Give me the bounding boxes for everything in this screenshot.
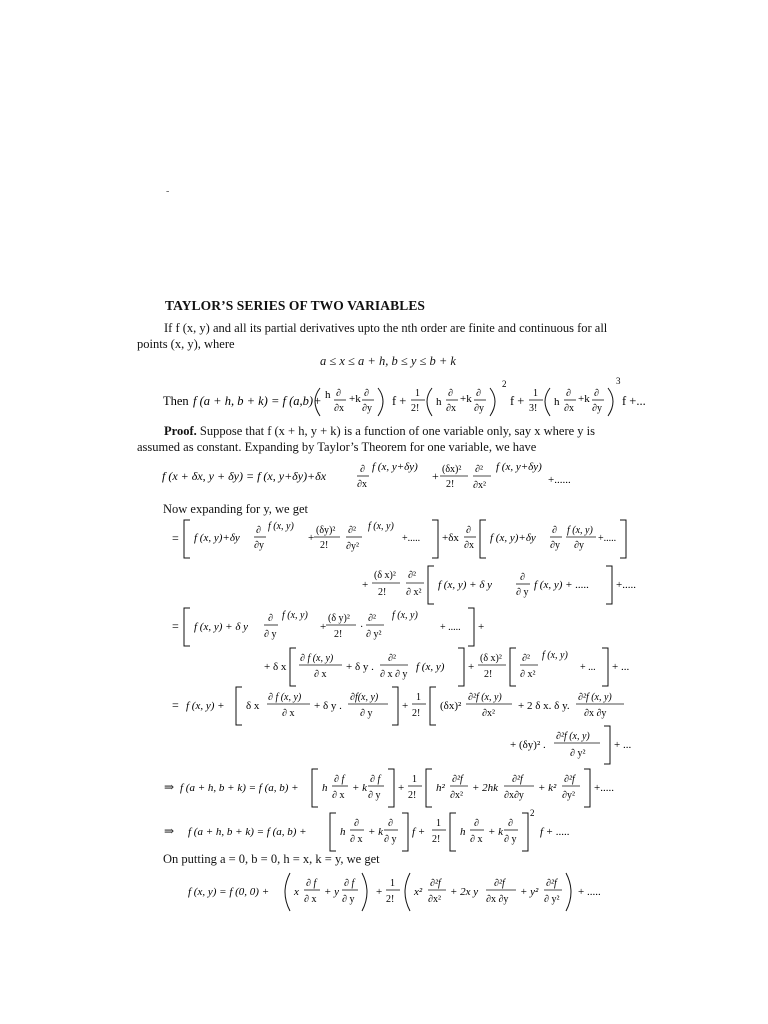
svg-text:f (x, y): f (x, y) [268,521,294,532]
svg-text:2!: 2! [446,479,455,490]
svg-text:2: 2 [502,379,507,389]
svg-text:⇒: ⇒ [164,824,175,838]
svg-text:+ y²: + y² [520,886,539,898]
svg-text:∂²f: ∂²f [452,774,463,785]
svg-text:2: 2 [530,808,535,818]
svg-text:2!: 2! [386,894,395,905]
svg-text:∂²f (x, y): ∂²f (x, y) [468,692,502,703]
svg-text:∂: ∂ [360,464,365,475]
svg-text:∂f(x, y): ∂f(x, y) [350,692,379,703]
svg-text:+......: +...... [548,474,571,486]
svg-text:1: 1 [436,818,441,829]
svg-text:f + .....: f + ..... [540,826,570,838]
now-expanding-line: Now expanding for y, we get [163,502,308,516]
svg-text:∂x: ∂x [446,403,456,414]
svg-text:2!: 2! [334,629,343,640]
svg-text:∂²: ∂² [368,613,376,624]
svg-text:(δx)²: (δx)² [442,464,462,475]
implication-line-1 [162,766,632,812]
svg-text:f (x, y+δy): f (x, y+δy) [372,461,418,473]
svg-text:f +: f + [392,394,407,408]
svg-text:∂²: ∂² [522,653,530,664]
svg-text:∂²f: ∂²f [494,878,505,889]
svg-text:∂ y²: ∂ y² [544,894,560,905]
svg-text:∂ y²: ∂ y² [366,629,382,640]
svg-text:f (x, y): f (x, y) [542,650,568,661]
svg-text:∂y: ∂y [550,540,560,551]
svg-text:∂ y: ∂ y [342,894,355,905]
svg-text:=: = [172,698,179,712]
svg-text:∂: ∂ [268,613,273,624]
svg-text:f (x, y) + .....: f (x, y) + ..... [534,579,590,591]
svg-text:∂ y²: ∂ y² [570,748,586,759]
svg-text:h: h [340,826,346,838]
svg-text:+: + [362,579,369,591]
svg-text:∂ f (x, y): ∂ f (x, y) [268,692,302,703]
svg-text:f (x, y)+δy: f (x, y)+δy [490,532,536,544]
svg-text:+k: +k [349,393,361,405]
svg-text:∂x²: ∂x² [450,790,463,801]
svg-text:f (a + h, b + k) = f (a, b) +: f (a + h, b + k) = f (a, b) + [180,782,299,794]
svg-text:+ (δy)² .: + (δy)² . [510,739,546,751]
svg-text:h: h [460,826,466,838]
svg-text:∂²f (x, y): ∂²f (x, y) [578,692,612,703]
on-putting-line: On putting a = 0, b = 0, h = x, k = y, we get [163,852,380,866]
then-label: Then [163,394,189,408]
svg-text:∂²: ∂² [408,570,416,581]
svg-text:f (x, y+δy): f (x, y+δy) [496,461,542,473]
taylor-statement-equation [160,374,646,426]
svg-text:∂ x: ∂ x [282,708,295,719]
svg-text:1: 1 [533,388,538,399]
svg-text:∂y: ∂y [362,403,372,414]
svg-text:+: + [468,661,475,673]
svg-text:x: x [294,886,299,898]
svg-text:∂ y: ∂ y [368,790,381,801]
svg-text:∂: ∂ [508,818,513,829]
svg-text:f (a + h, b + k) = f (a,b)+: f (a + h, b + k) = f (a,b)+ [193,394,322,408]
intro-paragraph [137,320,635,352]
svg-text:∂ y: ∂ y [516,587,529,598]
svg-text:+: + [402,700,409,712]
svg-text:∂y²: ∂y² [562,790,575,801]
svg-text:∂ x: ∂ x [304,894,317,905]
expansion-line-6 [508,724,638,770]
svg-text:+: + [398,782,405,794]
svg-text:∂y: ∂y [474,403,484,414]
svg-text:3!: 3! [529,403,538,414]
svg-text:∂ f (x, y): ∂ f (x, y) [300,653,334,664]
svg-text:+ δ y .: + δ y . [314,700,342,712]
svg-text:∂x: ∂x [334,403,344,414]
svg-text:∂x²: ∂x² [473,480,486,491]
svg-text:h: h [325,389,331,401]
svg-text:∂²f: ∂²f [512,774,523,785]
expansion-line-1 [170,514,640,562]
svg-text:+ k²: + k² [538,782,557,794]
svg-text:+.....: +..... [402,533,421,544]
svg-text:+ δ x: + δ x [264,661,287,673]
svg-text:+ y: + y [324,886,340,898]
svg-text:f (x, y): f (x, y) [368,521,394,532]
svg-text:∂y: ∂y [592,403,602,414]
svg-text:2!: 2! [411,403,420,414]
svg-text:∂x ∂y: ∂x ∂y [486,894,509,905]
svg-text:∂²: ∂² [348,525,356,536]
svg-text:f (x, y): f (x, y) [416,661,445,673]
svg-text:∂x∂y: ∂x∂y [504,790,524,801]
svg-text:∂: ∂ [474,818,479,829]
svg-text:δ x: δ x [246,700,260,712]
svg-text:f (x, y): f (x, y) [567,525,593,536]
svg-text:+.....: +..... [594,782,614,794]
svg-text:f (x, y): f (x, y) [392,610,418,621]
svg-text:∂ y: ∂ y [504,834,517,845]
svg-text:f (x, y): f (x, y) [282,610,308,621]
svg-text:f (x, y) = f (0, 0) +: f (x, y) = f (0, 0) + [188,886,270,898]
expansion-line-2 [360,562,640,608]
svg-text:+ 2 δ x. δ y.: + 2 δ x. δ y. [518,700,570,712]
svg-text:∂ f: ∂ f [306,878,317,889]
stray-mark: - [166,186,170,197]
svg-text:+: + [478,621,485,633]
svg-text:=: = [172,619,179,633]
svg-text:(δx)²: (δx)² [440,700,462,712]
svg-text:∂x: ∂x [357,479,367,490]
svg-text:1: 1 [390,878,395,889]
svg-text:+ 2x y: + 2x y [450,886,479,898]
svg-text:h: h [436,396,442,408]
svg-text:+ k: + k [488,826,504,838]
svg-text:+ .....: + ..... [578,886,601,898]
svg-text:+.....: +..... [598,533,617,544]
svg-text:1: 1 [412,774,417,785]
svg-text:1: 1 [415,388,420,399]
svg-text:+: + [376,886,383,898]
svg-text:∂ x: ∂ x [350,834,363,845]
svg-text:2!: 2! [378,587,387,598]
svg-text:∂y²: ∂y² [346,541,359,552]
svg-text:∂ f: ∂ f [370,774,381,785]
svg-text:+.....: +..... [616,579,636,591]
svg-text:+: + [320,621,327,633]
svg-text:f (x, y) + δ y: f (x, y) + δ y [438,579,493,591]
svg-text:·: · [360,622,364,633]
svg-text:+k: +k [578,393,590,405]
svg-text:∂: ∂ [552,525,557,536]
proof-paragraph [137,423,637,455]
svg-text:∂ x²: ∂ x² [520,669,536,680]
svg-text:∂²: ∂² [388,653,396,664]
svg-text:+ k: + k [352,782,368,794]
section-title: TAYLOR’S SERIES OF TWO VARIABLES [165,298,426,313]
svg-text:∂ f: ∂ f [334,774,345,785]
condition-line: a ≤ x ≤ a + h, b ≤ y ≤ b + k [320,354,456,368]
svg-text:∂: ∂ [566,388,571,399]
svg-text:h: h [322,782,328,794]
expansion-line-5 [170,683,630,729]
svg-text:f (x, y) +: f (x, y) + [186,700,225,712]
svg-text:∂ x²: ∂ x² [406,587,422,598]
svg-text:∂ y: ∂ y [360,708,373,719]
svg-text:2!: 2! [412,708,421,719]
svg-text:2!: 2! [432,834,441,845]
svg-text:1: 1 [416,692,421,703]
svg-text:+ 2hk: + 2hk [472,782,499,794]
svg-text:∂y: ∂y [254,540,264,551]
svg-text:∂²f: ∂²f [564,774,575,785]
svg-text:∂y: ∂y [574,540,584,551]
svg-text:∂: ∂ [594,388,599,399]
svg-text:∂ x: ∂ x [470,834,483,845]
svg-text:f (a + h, b + k) = f (a, b) +: f (a + h, b + k) = f (a, b) + [188,826,307,838]
svg-text:+ ...: + ... [612,661,630,673]
svg-text:∂ f: ∂ f [344,878,355,889]
svg-text:∂x²: ∂x² [482,708,495,719]
svg-text:∂²f (x, y): ∂²f (x, y) [556,731,590,742]
svg-text:+ δ y .: + δ y . [346,661,374,673]
svg-text:∂²f: ∂²f [546,878,557,889]
svg-text:∂ x ∂ y: ∂ x ∂ y [380,669,408,680]
svg-text:x²: x² [414,886,423,898]
svg-text:2!: 2! [320,540,329,551]
svg-text:∂x: ∂x [464,540,474,551]
svg-text:(δ x)²: (δ x)² [480,653,502,664]
proof-text: Suppose that f (x + h, y + k) is a function of one variable only, say x where y is assumed as constant. Expanding by Taylor’s Theorem for one variable, we have [137,424,596,454]
svg-text:h²: h² [436,782,445,794]
implication-line-2 [162,810,582,856]
svg-text:∂: ∂ [364,388,369,399]
svg-text:∂: ∂ [520,572,525,583]
svg-text:2!: 2! [484,669,493,680]
intro-text: If f (x, y) and all its partial derivatives upto the nth order are finite and continuous for all points (x, y), where [137,321,608,351]
svg-text:f +...: f +... [622,394,646,408]
svg-text:∂: ∂ [448,388,453,399]
svg-text:+k: +k [460,393,472,405]
svg-text:∂ x: ∂ x [332,790,345,801]
svg-text:∂: ∂ [336,388,341,399]
svg-text:∂ y: ∂ y [264,629,277,640]
svg-text:+ ...: + ... [580,662,596,673]
svg-text:∂ y: ∂ y [384,834,397,845]
svg-text:∂: ∂ [476,388,481,399]
svg-text:(δ x)²: (δ x)² [374,570,396,581]
svg-text:f +: f + [510,394,525,408]
svg-text:h: h [554,396,560,408]
svg-text:∂x ∂y: ∂x ∂y [584,708,607,719]
svg-text:∂: ∂ [388,818,393,829]
svg-text:+δx: +δx [442,532,459,544]
svg-text:+ ...: + ... [614,739,632,751]
svg-text:+ k: + k [368,826,384,838]
svg-text:+: + [308,532,315,544]
svg-text:f (x, y)+δy: f (x, y)+δy [194,532,240,544]
svg-text:∂ x: ∂ x [314,669,327,680]
svg-text:∂x²: ∂x² [428,894,441,905]
svg-text:f +: f + [412,826,426,838]
svg-text:∂²: ∂² [475,464,483,475]
svg-text:⇒: ⇒ [164,780,175,794]
svg-text:∂²f: ∂²f [430,878,441,889]
svg-text:f (x + δx, y + δy) = f (x, y+: f (x + δx, y + δy) = f (x, y+δy)+δx [162,469,327,483]
svg-text:f (x, y) + δ y: f (x, y) + δ y [194,621,249,633]
svg-text:+: + [432,469,439,483]
proof-label: Proof. [164,424,197,438]
svg-text:2!: 2! [408,790,417,801]
svg-text:3: 3 [616,376,621,386]
maclaurin-equation [186,870,606,916]
svg-text:∂: ∂ [256,525,261,536]
svg-text:∂: ∂ [354,818,359,829]
svg-text:=: = [172,531,179,545]
svg-text:(δy)²: (δy)² [316,525,336,536]
one-variable-expansion-equation [160,457,600,497]
svg-text:+ .....: + ..... [440,622,461,633]
svg-text:(δ y)²: (δ y)² [328,613,350,624]
svg-text:∂x: ∂x [564,403,574,414]
svg-text:∂: ∂ [466,525,471,536]
